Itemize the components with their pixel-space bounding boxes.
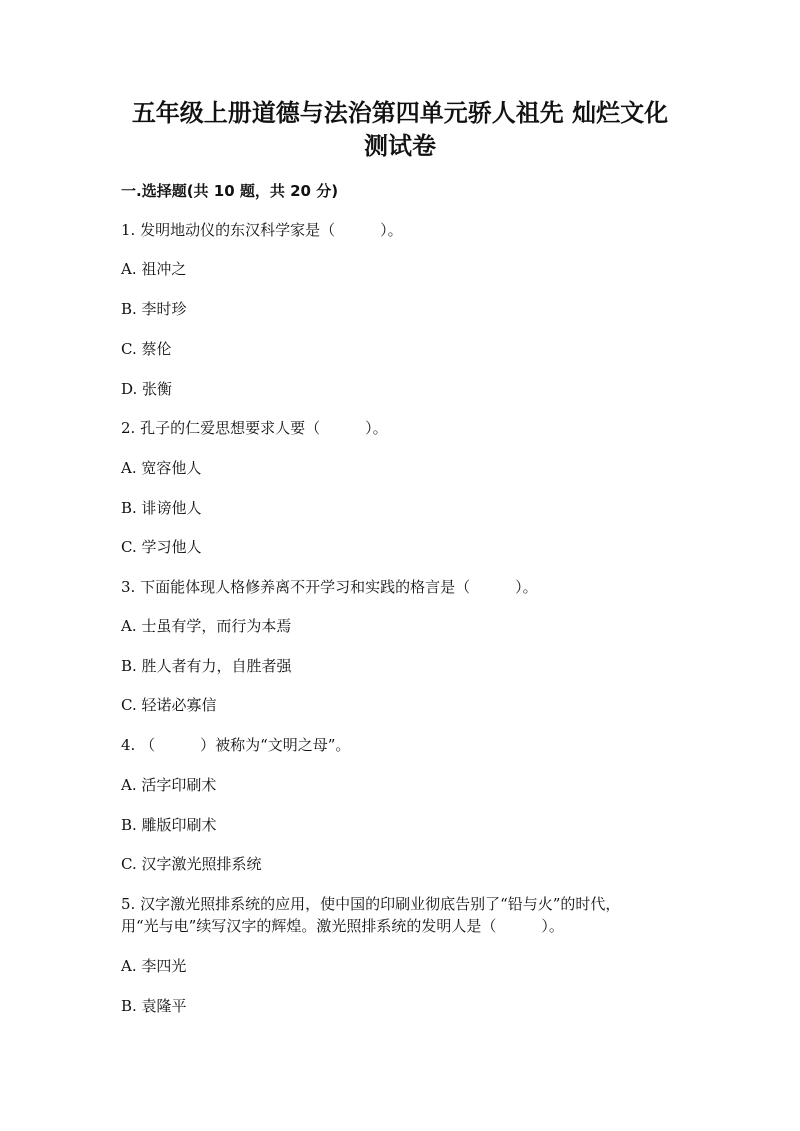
question-5-stem-line1: 5. 汉字激光照排系统的应用，使中国的印刷业彻底告别了“铅与火”的时代，: [121, 895, 621, 913]
question-5-option-b: B. 袁隆平: [121, 997, 187, 1015]
question-3-option-c: C. 轻诺必寡信: [121, 696, 217, 714]
question-1-option-c: C. 蔡伦: [121, 340, 172, 358]
question-3-stem: 3. 下面能体现人格修养离不开学习和实践的格言是（ ）。: [121, 578, 538, 596]
document-title-line1: 五年级上册道德与法治第四单元骄人祖先 灿烂文化: [131, 99, 669, 127]
question-1-option-a: A. 祖冲之: [121, 260, 187, 278]
question-3-option-b: B. 胜人者有力，自胜者强: [121, 657, 292, 675]
question-4-option-c: C. 汉字激光照排系统: [121, 855, 262, 873]
question-5-option-a: A. 李四光: [121, 957, 187, 975]
question-4-stem: 4. （ ）被称为“文明之母”。: [121, 736, 351, 754]
question-2-option-a: A. 宽容他人: [121, 459, 202, 477]
section-heading: 一.选择题(共 10 题，共 20 分): [121, 182, 339, 200]
document-title-line2: 测试卷: [364, 132, 436, 160]
question-5-stem-line2: 用“光与电”续写汉字的辉煌。激光照排系统的发明人是（ ）。: [121, 917, 564, 935]
question-2-option-b: B. 诽谤他人: [121, 499, 202, 517]
question-4-option-b: B. 雕版印刷术: [121, 816, 217, 834]
question-2-stem: 2. 孔子的仁爱思想要求人要（ ）。: [121, 419, 388, 437]
question-1-option-b: B. 李时珍: [121, 300, 187, 318]
question-1-option-d: D. 张衡: [121, 380, 173, 398]
question-3-option-a: A. 士虽有学，而行为本焉: [121, 617, 292, 635]
question-4-option-a: A. 活字印刷术: [121, 776, 217, 794]
question-1-stem: 1. 发明地动仪的东汉科学家是（ ）。: [121, 221, 403, 239]
question-2-option-c: C. 学习他人: [121, 538, 202, 556]
